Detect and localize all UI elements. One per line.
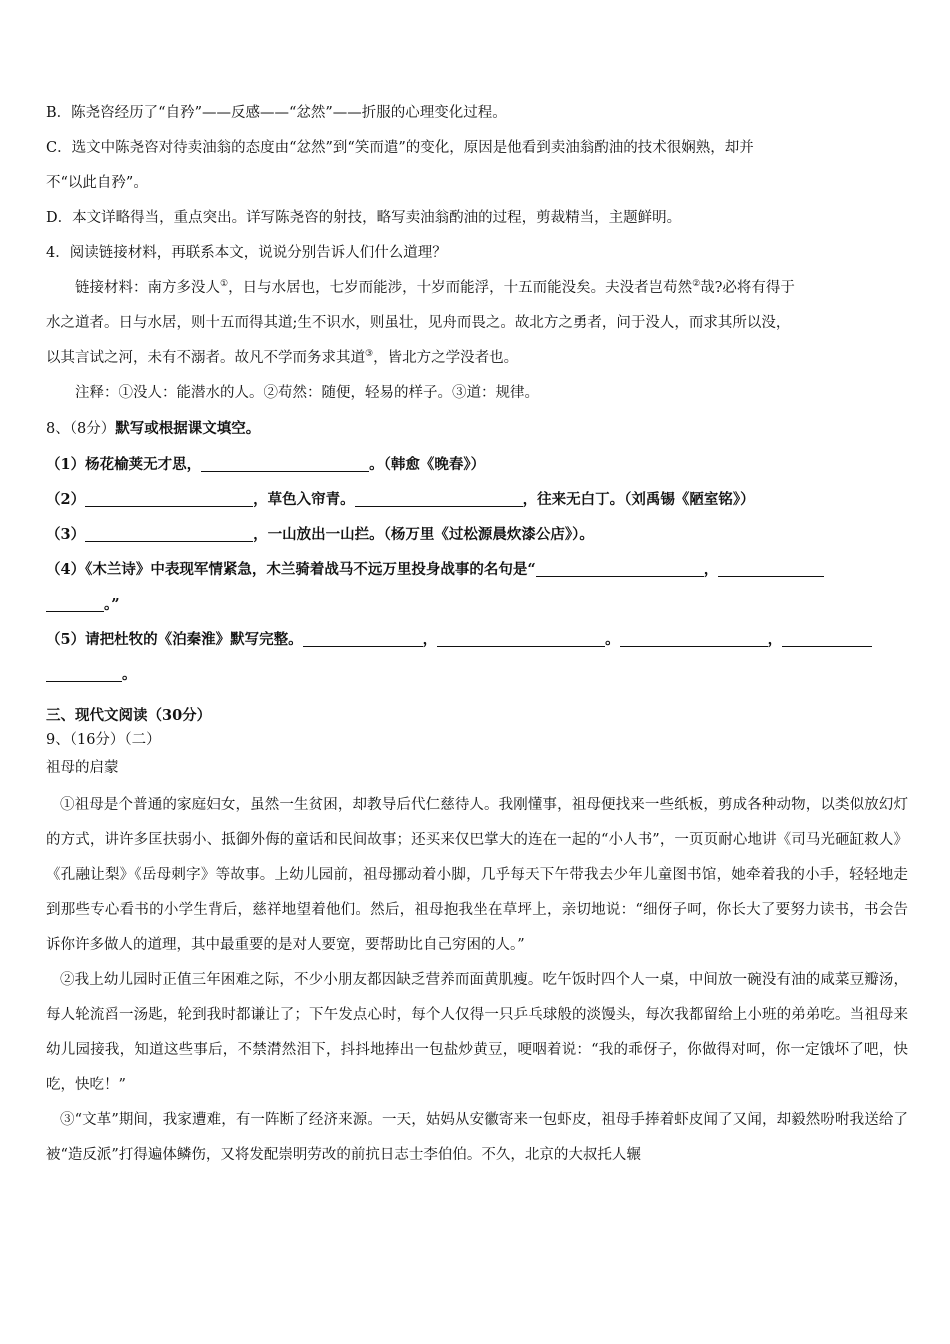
- answer-blank[interactable]: [46, 665, 122, 682]
- fill-text: （1）杨花榆荚无才思，: [46, 456, 202, 473]
- option-b: B．陈尧咨经历了“自矜”——反感——“忿然”——折服的心理变化过程。: [46, 105, 507, 121]
- fill-text: 。”: [104, 596, 120, 613]
- fill-item-3: [46, 517, 908, 552]
- section-title: 三、现代文阅读（30分）: [46, 707, 212, 724]
- link-material-line3: [46, 341, 908, 376]
- footnote-1: ①: [220, 279, 229, 289]
- fill-text: （2）: [46, 491, 86, 508]
- question-instruction: 默写或根据课文填空。: [115, 420, 261, 437]
- option-c-line1: C．选文中陈尧咨对待卖油翁的态度由“忿然”到“笑而遣”的变化，原因是他看到卖油翁酌油的技术很娴熟，却并: [46, 140, 754, 156]
- fill-text: ，: [767, 631, 783, 648]
- document-page: [46, 96, 908, 1173]
- article-title: 祖母的启蒙: [46, 760, 119, 776]
- answer-blank[interactable]: [620, 630, 768, 647]
- answer-blank[interactable]: [718, 560, 824, 577]
- link-material-text: 以其言试之河，未有不溺者。故凡不学而务求其道: [46, 350, 365, 366]
- question-8-header: [46, 411, 908, 447]
- fill-item-1: [46, 447, 908, 482]
- answer-blank[interactable]: [85, 490, 253, 507]
- fill-text: ，一山放出一山拦。（杨万里《过松源晨炊漆公店》）。: [253, 526, 594, 543]
- link-material-text: 链接材料：南方多没人: [75, 280, 220, 296]
- fill-item-2: [46, 482, 908, 517]
- fill-text: （5）请把杜牧的《泊秦淮》默写完整。: [46, 631, 303, 648]
- fill-item-5: [46, 622, 908, 657]
- fill-text: 。（韩愈《晚春》）: [369, 456, 486, 473]
- fill-text: 。: [122, 666, 137, 683]
- link-material-text: ，日与水居也，七岁而能涉，十岁而能浮，十五而能没矣。夫没者岂苟然: [228, 280, 693, 296]
- link-material-text: 哉?必将有得于: [700, 280, 795, 296]
- link-material-line2: 水之道者。日与水居，则十五而得其道;生不识水，则虽壮，见舟而畏之。故北方之勇者，问于没人，而求其所以没，: [46, 315, 791, 331]
- answer-blank[interactable]: [536, 560, 704, 577]
- answer-blank[interactable]: [46, 595, 104, 612]
- fill-item-4: [46, 552, 908, 587]
- option-d: D．本文详略得当，重点突出。详写陈尧咨的射技，略写卖油翁酌油的过程，剪裁精当，主题鲜明。: [46, 210, 682, 226]
- fill-text: ，: [422, 631, 438, 648]
- fill-item-4-cont: [46, 587, 908, 622]
- footnote-2: ②: [692, 279, 701, 289]
- fill-text: ，: [703, 561, 719, 578]
- answer-blank[interactable]: [303, 630, 423, 647]
- question-number: 8、（8分）: [46, 421, 116, 437]
- fill-text: 。: [605, 631, 620, 648]
- fill-text: ，草色入帘青。: [253, 491, 355, 508]
- article-paragraph-2: ②我上幼儿园时正值三年困难之际，不少小朋友都因缺乏营养而面黄肌瘦。吃午饭时四个人一桌，中间放一碗没有油的咸菜豆瓣汤，每人轮流舀一汤匙，轮到我时都谦让了；下午发点心时，每个人仅得一只乒乓球般的淡馒头，每次我都留给上小班的弟弟吃。当祖母来幼儿园接我，知道这些事后，不禁潸然泪下，抖抖地捧出一包盐炒黄豆，哽咽着说：“我的乖伢子，你做得对呵，你一定饿坏了吧，快吃，快吃！”: [46, 972, 908, 1093]
- annotation-notes: 注释：①没人：能潜水的人。②苟然：随便，轻易的样子。③道：规律。: [75, 385, 539, 401]
- answer-blank[interactable]: [437, 630, 605, 647]
- fill-text: ，往来无白丁。（刘禹锡《陋室铭》）: [522, 491, 755, 508]
- answer-blank[interactable]: [782, 630, 872, 647]
- question-4-prompt: 4．阅读链接材料，再联系本文，说说分别告诉人们什么道理？: [46, 245, 447, 261]
- article-paragraph-1: ①祖母是个普通的家庭妇女，虽然一生贫困，却教导后代仁慈待人。我刚懂事，祖母便找来一些纸板，剪成各种动物，以类似放幻灯的方式，讲许多匡扶弱小、抵御外侮的童话和民间故事；还买来仅巴掌大的连在一起的“小人书”，一页页耐心地讲《司马光砸缸救人》《孔融让梨》《岳母刺字》等故事。上幼儿园前，祖母挪动着小脚，几乎每天下午带我去少年儿童图书馆，她牵着我的小手，轻轻地走到那些专心看书的小学生背后，慈祥地望着他们。然后，祖母抱我坐在草坪上，亲切地说：“细伢子呵，你长大了要努力读书，书会告诉你许多做人的道理，其中最重要的是对人要宽，要帮助比自己穷困的人。”: [46, 797, 908, 953]
- question-9-header: 9、（16分）（二）: [46, 732, 161, 748]
- fill-item-5-cont: [46, 657, 908, 692]
- footnote-3: ③: [365, 349, 374, 359]
- answer-blank[interactable]: [201, 455, 369, 472]
- fill-text: （3）: [46, 526, 86, 543]
- article-paragraph-3: ③“文革”期间，我家遭难，有一阵断了经济来源。一天，姑妈从安徽寄来一包虾皮，祖母手捧着虾皮闻了又闻，却毅然吩咐我送给了被“造反派”打得遍体鳞伤，又将发配崇明劳改的前抗日志士李伯伯。不久，北京的大叔托人辗: [46, 1112, 908, 1163]
- answer-blank[interactable]: [355, 490, 523, 507]
- link-material-line1: [46, 271, 908, 306]
- option-c-line2: 不“以此自矜”。: [46, 175, 148, 191]
- fill-text: （4）《木兰诗》中表现军情紧急，木兰骑着战马不远万里投身战事的名句是“: [46, 561, 536, 578]
- link-material-text: ，皆北方之学没者也。: [373, 350, 519, 366]
- answer-blank[interactable]: [85, 525, 253, 542]
